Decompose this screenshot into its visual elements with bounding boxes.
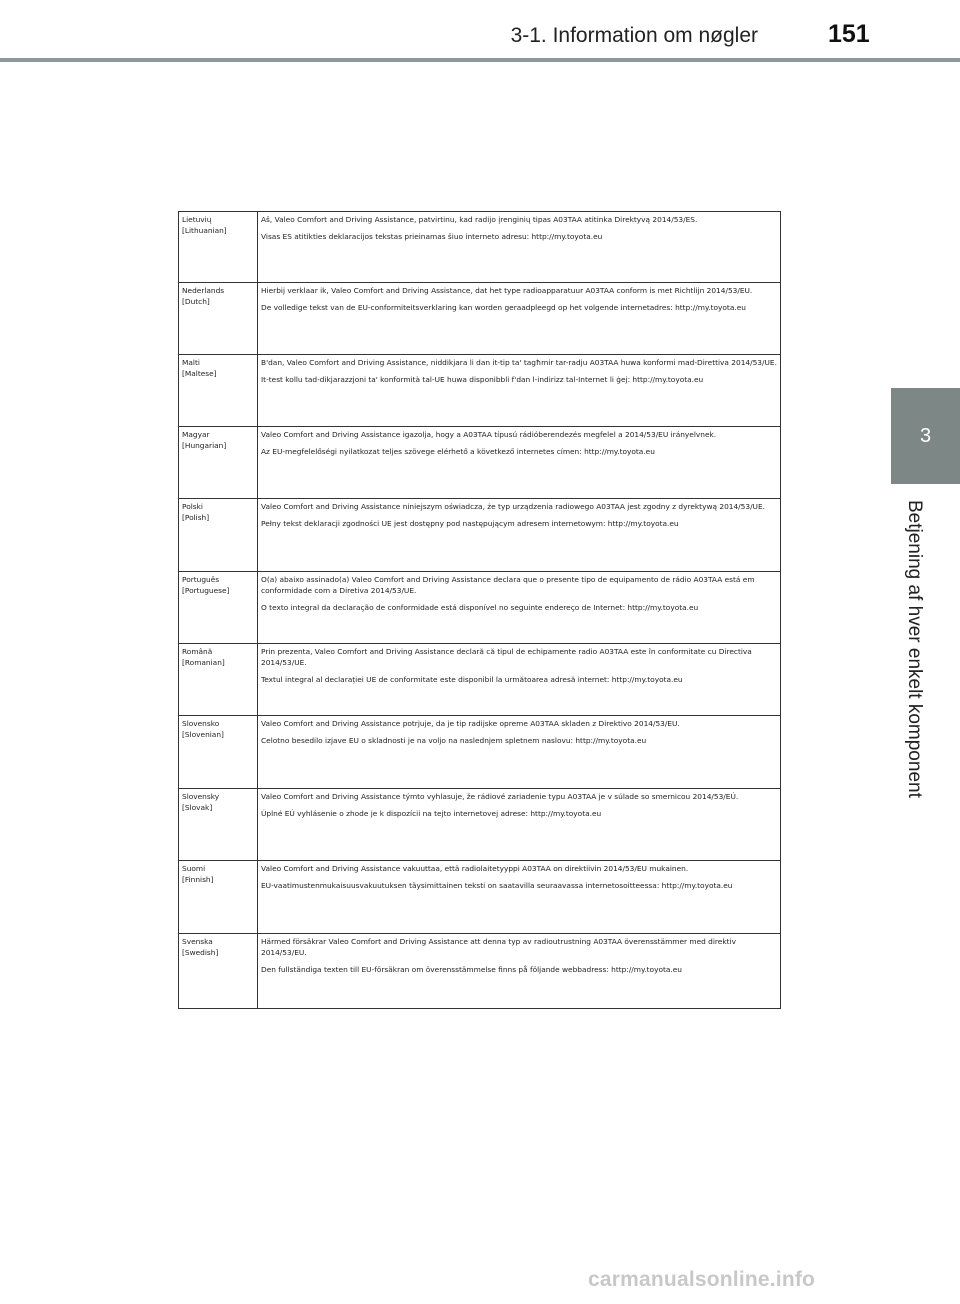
language-cell	[179, 499, 258, 572]
declaration-row	[179, 355, 781, 427]
declaration-statement: Prin prezenta, Valeo Comfort and Driving Assistance declară că tipul de echipamente radio A03TAA este în conformitate cu Directiva 2014/53/UE.	[261, 647, 752, 667]
declaration-table-body	[179, 212, 781, 1009]
declaration-statement: Valeo Comfort and Driving Assistance niniejszym oświadcza, że typ urządzenia radiowego A03TAA jest zgodny z dyrektywą 2014/53/UE.	[261, 502, 765, 511]
declaration-text-cell	[258, 355, 781, 427]
language-native-name: Magyar	[182, 430, 210, 439]
language-cell	[179, 789, 258, 861]
chapter-side-label: Betjening af hver enkelt komponent	[904, 500, 925, 798]
language-english-name: [Lithuanian]	[182, 226, 227, 235]
declaration-text-cell	[258, 212, 781, 283]
language-cell	[179, 716, 258, 789]
declaration-statement: Valeo Comfort and Driving Assistance vakuuttaa, että radiolaitetyyppi A03TAA on direktiivin 2014/53/EU mukainen.	[261, 864, 689, 873]
language-english-name: [Portuguese]	[182, 586, 230, 595]
declaration-url-statement: De volledige tekst van de EU-conformiteitsverklaring kan worden geraadpleegd op het volgende internetadres: http://my.toyota.eu	[261, 303, 746, 312]
declaration-row	[179, 427, 781, 499]
declaration-url-statement: Visas ES atitikties deklaracijos tekstas prieinamas šiuo interneto adresu: http://my.toyota.eu	[261, 232, 603, 241]
declaration-statement: Aš, Valeo Comfort and Driving Assistance, patvirtinu, kad radijo įrenginių tipas A03TAA atitinka Direktyvą 2014/53/ES.	[261, 215, 698, 224]
language-cell	[179, 212, 258, 283]
header-divider	[0, 58, 960, 62]
chapter-tab-number: 3	[919, 425, 932, 447]
chapter-side-label-container	[896, 500, 926, 850]
declaration-row	[179, 212, 781, 283]
language-native-name: Português	[182, 575, 220, 584]
language-english-name: [Polish]	[182, 513, 210, 522]
declaration-row	[179, 934, 781, 1009]
language-english-name: [Romanian]	[182, 658, 225, 667]
language-english-name: [Dutch]	[182, 297, 210, 306]
declaration-url-statement: Az EU-megfelelőségi nyilatkozat teljes szövege elérhető a következő internetes címen: http://my.toyota.eu	[261, 447, 655, 456]
site-watermark: carmanualsonline.info	[588, 1268, 816, 1291]
declaration-row	[179, 716, 781, 789]
declaration-url-statement: Textul integral al declarației UE de conformitate este disponibil la următoarea adresă internet: http://my.toyota.eu	[261, 675, 683, 684]
declaration-statement: Valeo Comfort and Driving Assistance týmto vyhlasuje, že rádiové zariadenie typu A03TAA je v súlade so smernicou 2014/53/EÚ.	[261, 792, 739, 801]
declaration-text-cell	[258, 789, 781, 861]
language-english-name: [Maltese]	[182, 369, 217, 378]
declaration-row	[179, 283, 781, 355]
language-native-name: Nederlands	[182, 286, 225, 295]
declaration-row	[179, 644, 781, 716]
language-native-name: Svenska	[182, 937, 213, 946]
declaration-text-cell	[258, 499, 781, 572]
declaration-statement: Hierbij verklaar ik, Valeo Comfort and Driving Assistance, dat het type radioapparatuur A03TAA conform is met Richtlijn 2014/53/EU.	[261, 286, 753, 295]
language-english-name: [Slovenian]	[182, 730, 224, 739]
language-native-name: Suomi	[182, 864, 206, 873]
declaration-table	[178, 211, 781, 1009]
declaration-text-cell	[258, 644, 781, 716]
declaration-statement: Valeo Comfort and Driving Assistance potrjuje, da je tip radijske opreme A03TAA skladen z Direktivo 2014/53/EU.	[261, 719, 680, 728]
declaration-text-cell	[258, 716, 781, 789]
language-native-name: Malti	[182, 358, 200, 367]
declaration-row	[179, 572, 781, 644]
declaration-row	[179, 861, 781, 934]
language-native-name: Lietuvių	[182, 215, 212, 224]
declaration-text-cell	[258, 861, 781, 934]
language-cell	[179, 427, 258, 499]
declaration-url-statement: It-test kollu tad-dikjarazzjoni ta' konformità tal-UE huwa disponibbli f'dan l-indirizz tal-Internet li ġej: http://my.toyota.eu	[261, 375, 704, 384]
declaration-statement: Härmed försäkrar Valeo Comfort and Driving Assistance att denna typ av radioutrustning A03TAA överensstämmer med direktiv 2014/53/EU.	[261, 937, 736, 957]
declaration-url-statement: Celotno besedilo izjave EU o skladnosti je na voljo na naslednjem spletnem naslovu: http://my.toyota.eu	[261, 736, 647, 745]
language-cell	[179, 572, 258, 644]
declaration-row	[179, 499, 781, 572]
language-native-name: Slovensko	[182, 719, 220, 728]
language-cell	[179, 355, 258, 427]
page-number: 151	[828, 20, 870, 48]
language-cell	[179, 644, 258, 716]
page-header-title: 3-1. Information om nøgler	[510, 24, 758, 47]
language-cell	[179, 934, 258, 1009]
declaration-url-statement: Pełny tekst deklaracji zgodności UE jest dostępny pod następującym adresem internetowym: http://my.toyota.eu	[261, 519, 679, 528]
declaration-text-cell	[258, 427, 781, 499]
declaration-url-statement: Úplné EÚ vyhlásenie o zhode je k dispozícii na tejto internetovej adrese: http://my.toyota.eu	[261, 809, 602, 818]
declaration-statement: B'dan, Valeo Comfort and Driving Assistance, niddikjara li dan it-tip ta' tagħmir tar-radju A03TAA huwa konformi mad-Direttiva 2014/53/UE.	[261, 358, 777, 367]
language-english-name: [Hungarian]	[182, 441, 227, 450]
declaration-url-statement: Den fullständiga texten till EU-försäkran om överensstämmelse finns på följande webbadress: http://my.toyota.eu	[261, 965, 682, 974]
declaration-text-cell	[258, 934, 781, 1009]
language-native-name: Slovensky	[182, 792, 220, 801]
language-cell	[179, 283, 258, 355]
declaration-text-cell	[258, 572, 781, 644]
language-native-name: Polski	[182, 502, 203, 511]
declaration-text-cell	[258, 283, 781, 355]
declaration-url-statement: O texto integral da declaração de conformidade está disponível no seguinte endereço de Internet: http://my.toyota.eu	[261, 603, 699, 612]
declaration-url-statement: EU-vaatimustenmukaisuusvakuutuksen täysimittainen teksti on saatavilla seuraavassa internetosoitteessa: http://my.toyota.eu	[261, 881, 733, 890]
language-english-name: [Swedish]	[182, 948, 219, 957]
declaration-statement: O(a) abaixo assinado(a) Valeo Comfort and Driving Assistance declara que o presente tipo de equipamento de rádio A03TAA está em conformidade com a Diretiva 2014/53/UE.	[261, 575, 755, 595]
language-cell	[179, 861, 258, 934]
language-english-name: [Slovak]	[182, 803, 213, 812]
language-english-name: [Finnish]	[182, 875, 214, 884]
language-native-name: Română	[182, 647, 213, 656]
declaration-row	[179, 789, 781, 861]
declaration-statement: Valeo Comfort and Driving Assistance igazolja, hogy a A03TAA típusú rádióberendezés megfelel a 2014/53/EU irányelvnek.	[261, 430, 717, 439]
